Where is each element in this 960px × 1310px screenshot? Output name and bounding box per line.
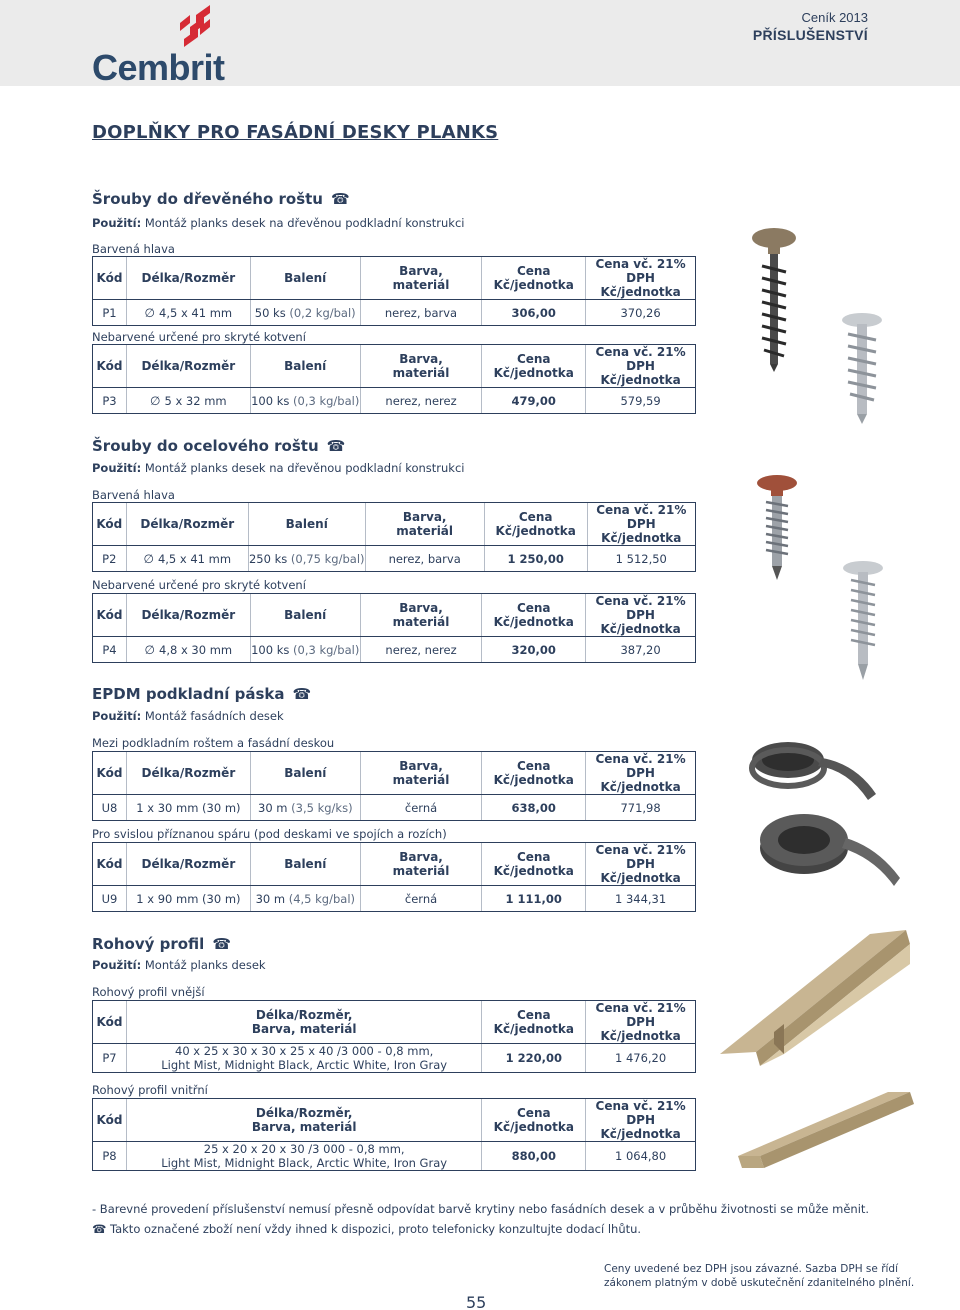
usage-text: Použití: Montáž planks desek na dřevěnou podkladní konstrukci: [92, 216, 465, 230]
table-cell: černá: [360, 886, 482, 912]
table-cell: 387,20: [586, 637, 696, 663]
table-row: [93, 886, 696, 912]
column-header: Cena Kč/jednotka: [482, 345, 586, 388]
column-header: Délka/Rozměr: [126, 843, 250, 886]
table-cell: ∅ 4,5 x 41 mm: [126, 300, 250, 326]
table-cell: 320,00: [482, 637, 586, 663]
group-label: Nebarvené určené pro skryté kotvení: [92, 578, 306, 592]
plain-wood-screw-image: [838, 312, 886, 424]
table-cell: 50 ks (0,2 kg/bal): [250, 300, 360, 326]
group-label: Barvená hlava: [92, 488, 175, 502]
column-header: Délka/Rozměr: [126, 345, 250, 388]
table-cell: černá: [360, 795, 482, 821]
table-row: [93, 637, 696, 663]
table-row: [93, 300, 696, 326]
plain-steel-screw-image: [838, 560, 888, 680]
column-header: Kód: [93, 752, 127, 795]
table-cell: ∅ 4,8 x 30 mm: [126, 637, 250, 663]
diameter-icon: ∅: [144, 642, 155, 657]
phone-icon: ☎: [326, 437, 346, 455]
diameter-icon: ∅: [143, 551, 154, 566]
price-table: [92, 502, 696, 572]
table-row: [93, 546, 696, 572]
table-cell: 1 x 30 mm (30 m): [126, 795, 250, 821]
page-number: 55: [466, 1293, 487, 1310]
column-header: Cena vč. 21% DPH Kč/jednotka: [586, 843, 696, 886]
table-cell: 1 512,50: [587, 546, 695, 572]
column-header: Balení: [250, 594, 360, 637]
table-cell: P7: [93, 1044, 127, 1073]
table-cell: ∅ 4,5 x 41 mm: [126, 546, 248, 572]
column-header: Cena vč. 21% DPH Kč/jednotka: [586, 752, 696, 795]
column-header: Balení: [250, 345, 360, 388]
column-header: Cena vč. 21% DPH Kč/jednotka: [586, 1099, 696, 1142]
price-table: [92, 256, 696, 326]
table-cell: U9: [93, 886, 127, 912]
column-header: Kód: [93, 1099, 127, 1142]
section-title: Šrouby do ocelového roštu ☎: [92, 437, 346, 455]
table-cell: 771,98: [586, 795, 696, 821]
page-title: DOPLŇKY PRO FASÁDNÍ DESKY PLANKS: [92, 122, 499, 143]
table-row: [93, 388, 696, 414]
table-cell: nerez, barva: [360, 300, 482, 326]
table-cell: ∅ 5 x 32 mm: [126, 388, 250, 414]
table-cell: P1: [93, 300, 127, 326]
table-cell: 250 ks (0,75 kg/bal): [248, 546, 365, 572]
column-header: Balení: [248, 503, 365, 546]
epdm-tape-wide-image: [754, 808, 904, 894]
table-cell: 579,59: [586, 388, 696, 414]
table-cell: 370,26: [586, 300, 696, 326]
table-cell: nerez, nerez: [360, 388, 482, 414]
price-table: [92, 1000, 696, 1073]
usage-text: Použití: Montáž planks desek na dřevěnou podkladní konstrukci: [92, 461, 465, 475]
price-table: [92, 344, 696, 414]
column-header: Cena vč. 21% DPH Kč/jednotka: [587, 503, 695, 546]
table-row: [93, 1044, 696, 1073]
table-cell: nerez, barva: [365, 546, 484, 572]
vat-footnote: Ceny uvedené bez DPH jsou závazné. Sazba DPH se řídí zákonem platným v době uskutečnění zdanitelného plnění.: [604, 1263, 915, 1289]
col-pack: Balení: [250, 257, 360, 300]
column-header: Cena vč. 21% DPH Kč/jednotka: [586, 345, 696, 388]
column-header: Balení: [250, 843, 360, 886]
section-title: Rohový profil ☎: [92, 935, 232, 953]
column-header: Cena Kč/jednotka: [484, 503, 587, 546]
price-table: [92, 842, 696, 912]
table-cell: P4: [93, 637, 127, 663]
phone-icon: ☎: [330, 190, 350, 208]
group-label: Barvená hlava: [92, 242, 175, 256]
column-header: Cena Kč/jednotka: [482, 1001, 586, 1044]
column-header: Barva, materiál: [360, 594, 482, 637]
col-price: Cena Kč/jednotka: [482, 257, 586, 300]
phone-icon: ☎: [212, 935, 232, 953]
logo-mark-icon: [180, 5, 210, 51]
column-header: Barva, materiál: [360, 345, 482, 388]
category-title: PŘÍSLUŠENSTVÍ: [752, 27, 868, 43]
column-header: Kód: [93, 1001, 127, 1044]
column-header: Cena Kč/jednotka: [482, 594, 586, 637]
phone-icon: ☎: [292, 685, 312, 703]
table-cell: 30 m (3,5 kg/ks): [250, 795, 360, 821]
col-material: Barva, materiál: [360, 257, 482, 300]
logo-wordmark: Cembrit: [92, 47, 225, 88]
group-label: Mezi podkladním roštem a fasádní deskou: [92, 736, 335, 750]
table-cell: 1 x 90 mm (30 m): [126, 886, 250, 912]
outer-corner-profile-image: [720, 924, 916, 1074]
column-header: Barva, materiál: [365, 503, 484, 546]
phone-note: ☎ Takto označené zboží není vždy ihned k dispozici, proto telefonicky konzultujte dodací lhůtu.: [92, 1222, 642, 1236]
column-header: Cena Kč/jednotka: [482, 752, 586, 795]
column-header: Barva, materiál: [360, 752, 482, 795]
column-header: Kód: [93, 594, 127, 637]
group-label: Pro svislou příznanou spáru (pod deskami ve spojích a rozích): [92, 827, 447, 841]
col-price-vat: Cena vč. 21% DPH Kč/jednotka: [586, 257, 696, 300]
column-header: Kód: [93, 843, 127, 886]
table-cell: U8: [93, 795, 127, 821]
table-cell: 25 x 20 x 20 x 30 /3 000 - 0,8 mm, Light Mist, Midnight Black, Arctic White, Iron Gray: [126, 1142, 481, 1171]
table-cell: 1 250,00: [484, 546, 587, 572]
table-cell: 306,00: [482, 300, 586, 326]
col-size: Délka/Rozměr: [126, 257, 250, 300]
group-label: Rohový profil vnitřní: [92, 1083, 208, 1097]
column-header: Cena vč. 21% DPH Kč/jednotka: [586, 594, 696, 637]
color-note: - Barevné provedení příslušenství nemusí přesně odpovídat barvě krytiny nebo fasádních desek a v průběhu životnosti se může měnit.: [92, 1202, 870, 1216]
column-header: Kód: [93, 503, 127, 546]
table-cell: 1 111,00: [482, 886, 586, 912]
group-label: Nebarvené určené pro skryté kotvení: [92, 330, 306, 344]
cembrit-logo: [92, 5, 225, 88]
diameter-icon: ∅: [144, 305, 155, 320]
column-header: Délka/Rozměr: [126, 752, 250, 795]
column-header: Balení: [250, 752, 360, 795]
section-title: EPDM podkladní páska ☎: [92, 685, 312, 703]
table-cell: 1 344,31: [586, 886, 696, 912]
column-header: Cena Kč/jednotka: [482, 1099, 586, 1142]
table-row: [93, 1142, 696, 1171]
inner-corner-profile-image: [738, 1090, 918, 1172]
table-cell: 100 ks (0,3 kg/bal): [250, 637, 360, 663]
column-header: Kód: [93, 345, 127, 388]
table-cell: 1 064,80: [586, 1142, 696, 1171]
column-header: Délka/Rozměr, Barva, materiál: [126, 1001, 481, 1044]
table-row: [93, 795, 696, 821]
table-cell: 1 220,00: [482, 1044, 586, 1073]
table-cell: P8: [93, 1142, 127, 1171]
column-header: Cena vč. 21% DPH Kč/jednotka: [586, 1001, 696, 1044]
table-cell: 40 x 25 x 30 x 30 x 25 x 40 /3 000 - 0,8 mm, Light Mist, Midnight Black, Arctic White, Iron Gray: [126, 1044, 481, 1073]
price-table: [92, 1098, 696, 1171]
table-cell: 638,00: [482, 795, 586, 821]
column-header: Délka/Rozměr, Barva, materiál: [126, 1099, 481, 1142]
table-cell: 1 476,20: [586, 1044, 696, 1073]
phone-icon: ☎: [92, 1222, 107, 1236]
table-cell: P3: [93, 388, 127, 414]
diameter-icon: ∅: [150, 393, 161, 408]
usage-text: Použití: Montáž fasádních desek: [92, 709, 284, 723]
table-cell: 30 m (4,5 kg/bal): [250, 886, 360, 912]
table-cell: P2: [93, 546, 127, 572]
column-header: Barva, materiál: [360, 843, 482, 886]
price-table: [92, 593, 696, 663]
col-code: Kód: [93, 257, 127, 300]
column-header: Délka/Rozměr: [126, 594, 250, 637]
price-table: [92, 751, 696, 821]
column-header: Cena Kč/jednotka: [482, 843, 586, 886]
column-header: Délka/Rozměr: [126, 503, 248, 546]
page-header: [0, 0, 960, 86]
section-title: Šrouby do dřevěného roštu ☎: [92, 190, 350, 208]
table-cell: 479,00: [482, 388, 586, 414]
table-cell: 880,00: [482, 1142, 586, 1171]
group-label: Rohový profil vnější: [92, 985, 205, 999]
table-cell: 100 ks (0,3 kg/bal): [250, 388, 360, 414]
usage-text: Použití: Montáž planks desek: [92, 958, 266, 972]
colored-steel-screw-image: [754, 474, 800, 580]
colored-wood-screw-image: [748, 226, 800, 372]
table-cell: nerez, nerez: [360, 637, 482, 663]
price-list-year: Ceník 2013: [801, 10, 868, 25]
